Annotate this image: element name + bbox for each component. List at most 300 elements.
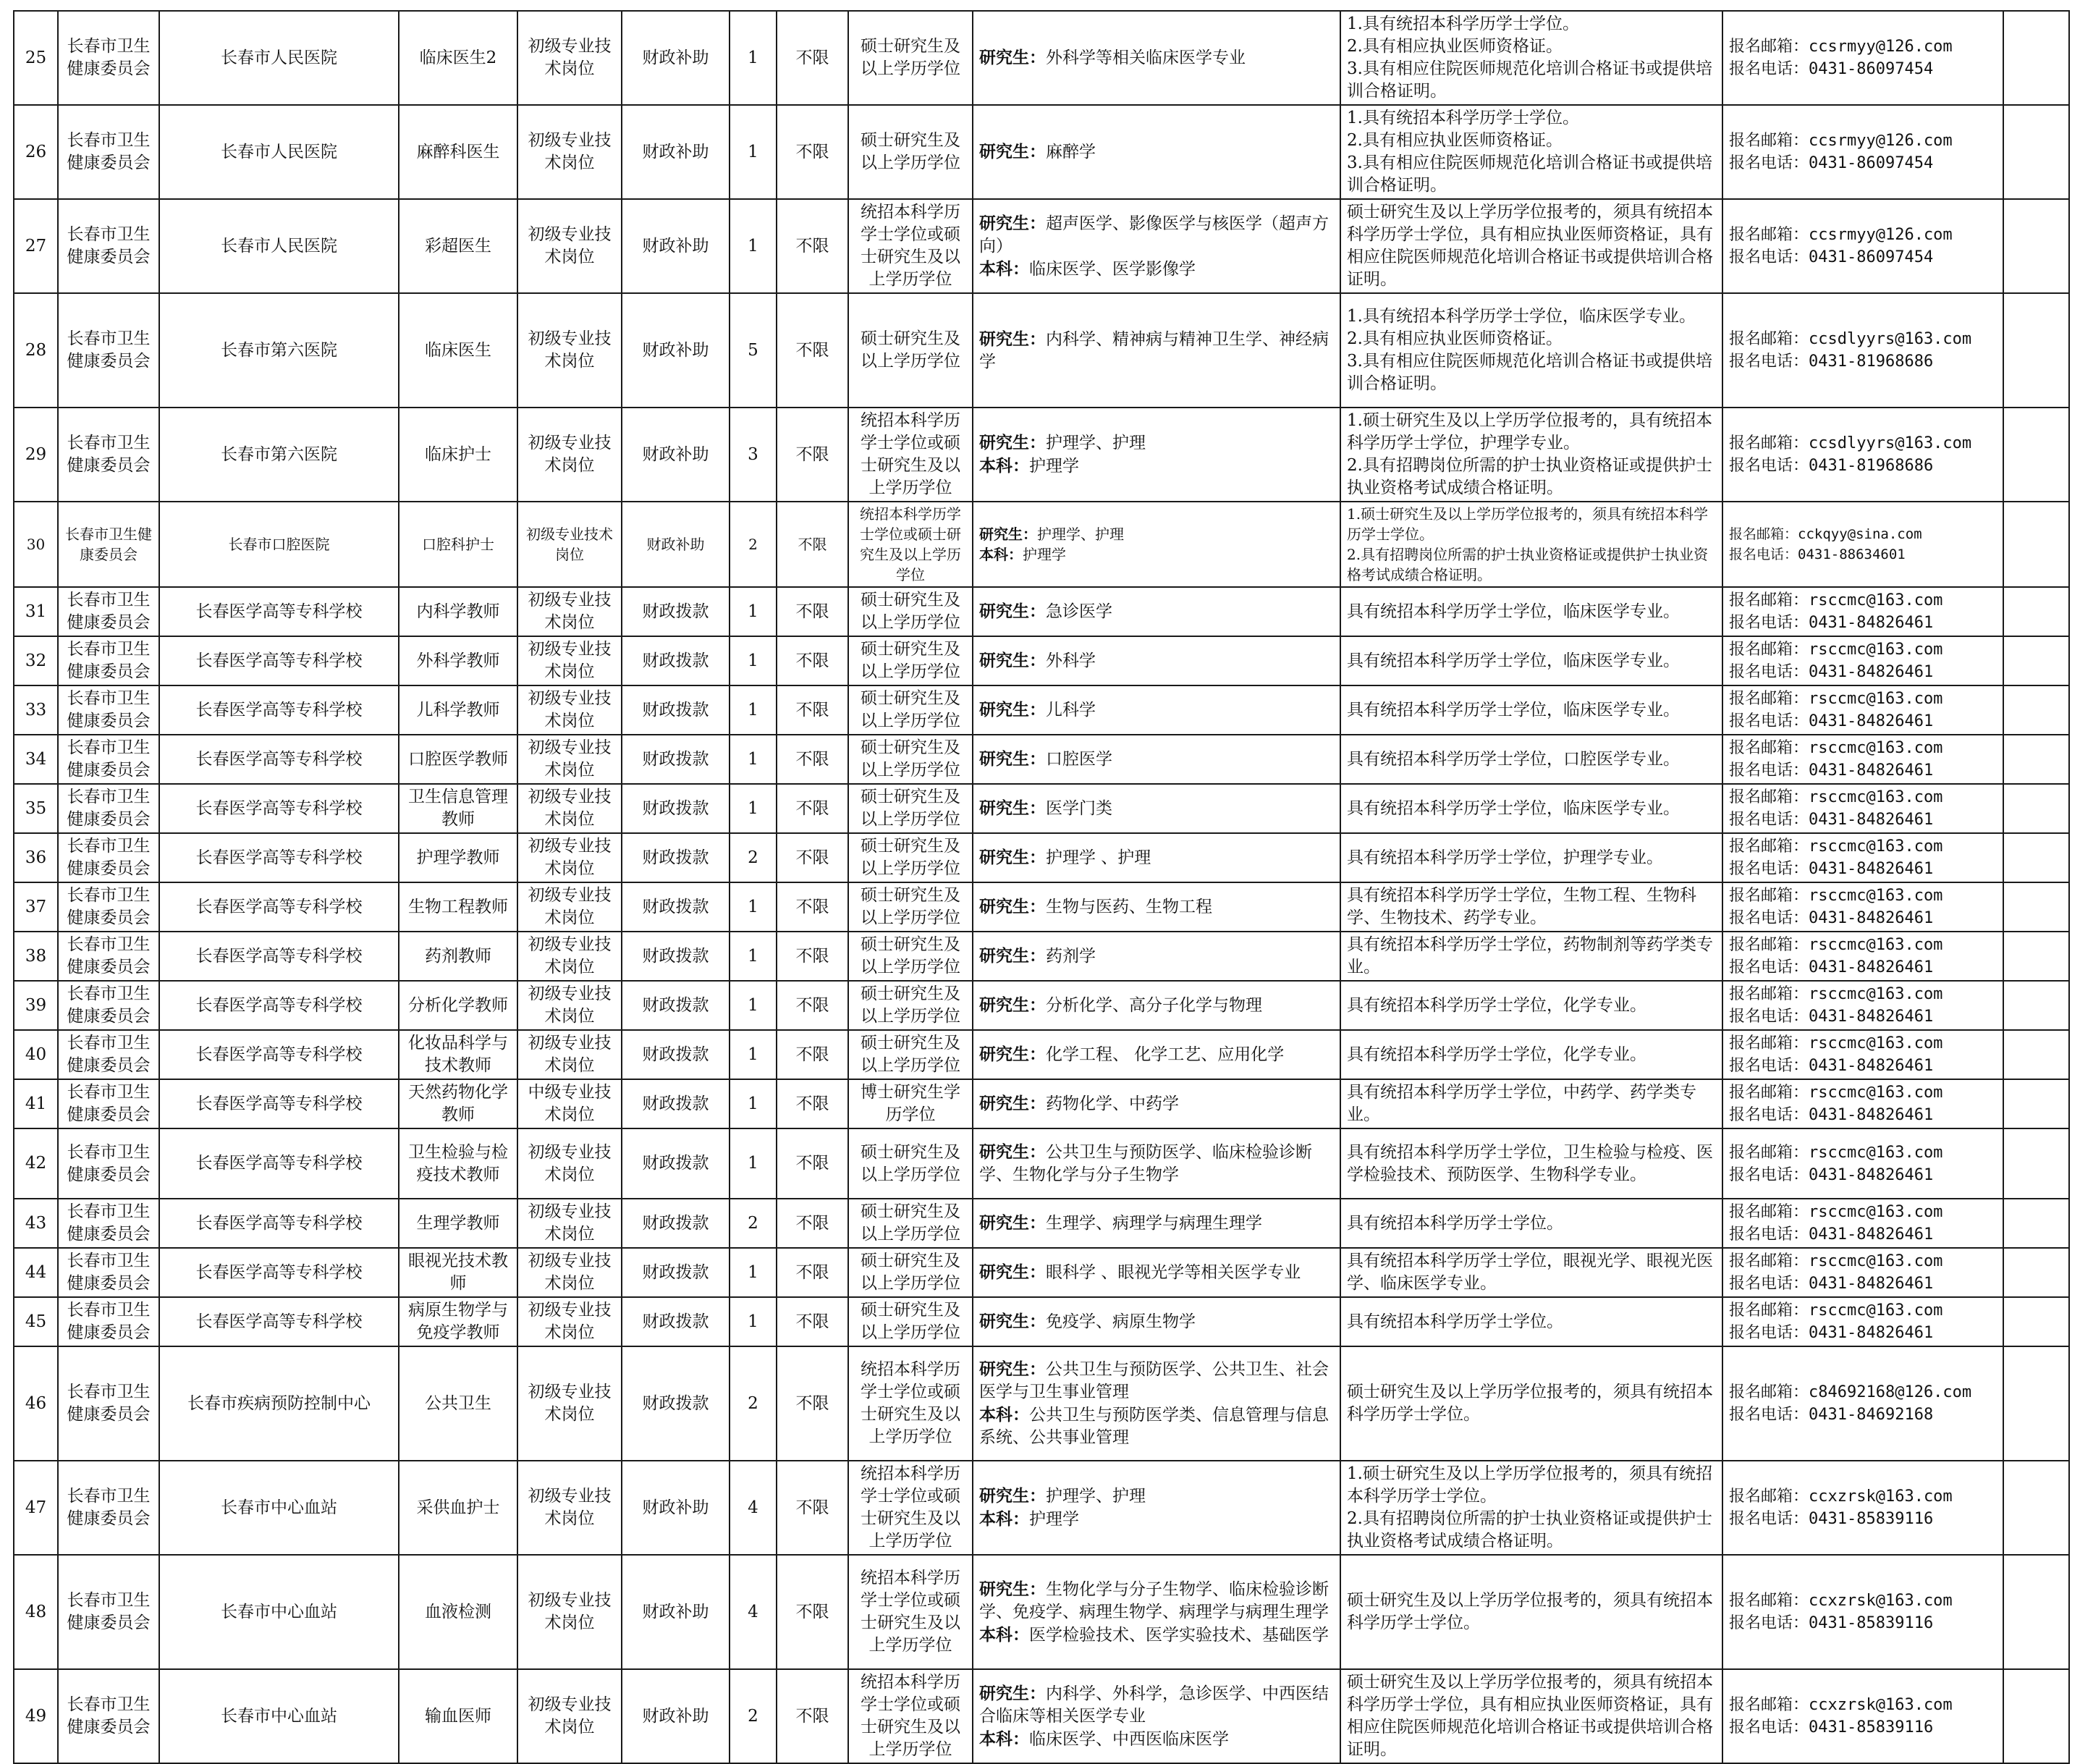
table-row: [14, 1199, 2069, 1248]
major-list: 公共卫生与预防医学类、信息管理与信息系统、公共事业管理: [979, 1406, 1329, 1447]
remarks-cell: [2003, 1555, 2069, 1669]
remarks-cell: [2003, 1248, 2069, 1297]
restriction-cell: 不限: [777, 1669, 848, 1763]
contact-cell: 报名邮箱：ccsdlyyrs@163.com 报名电话：0431-81968686: [1722, 293, 2003, 408]
education-cell: 硕士研究生及以上学历学位: [848, 833, 973, 882]
major-line: [979, 1310, 1334, 1333]
requirements-cell: 具有统招本科学历学士学位，化学专业。: [1340, 981, 1722, 1030]
major-list: 护理学、护理: [1046, 1487, 1146, 1506]
education-cell: 硕士研究生及以上学历学位: [848, 636, 973, 685]
major-list: 护理学: [1023, 546, 1066, 563]
funding-cell: 财政补助: [622, 1555, 730, 1669]
major-level-label: 研究生：: [979, 995, 1046, 1015]
table-row: [14, 882, 2069, 932]
row-number: 30: [14, 502, 58, 587]
contact-cell: 报名邮箱：rsccmc@163.com 报名电话：0431-84826461: [1722, 1128, 2003, 1199]
table-row: [14, 735, 2069, 784]
major-list: 眼科学 、眼视光学等相关医学专业: [1046, 1263, 1301, 1282]
remarks-cell: [2003, 685, 2069, 735]
funding-cell: 财政拨款: [622, 685, 730, 735]
unit-cell: 长春市人民医院: [159, 105, 399, 199]
headcount-cell: 1: [730, 932, 777, 981]
post-type-cell: 初级专业技术岗位: [517, 833, 622, 882]
education-cell: 硕士研究生及以上学历学位: [848, 1128, 973, 1199]
department-cell: 长春市卫生健康委员会: [58, 408, 159, 502]
major-list: 生物化学与分子生物学、临床检验诊断学、免疫学、病理生物学、病理学与病理生理学: [979, 1579, 1329, 1621]
unit-cell: 长春医学高等专科学校: [159, 882, 399, 932]
headcount-cell: 1: [730, 784, 777, 833]
post-name-cell: 麻醉科医生: [399, 105, 517, 199]
post-type-cell: 初级专业技术岗位: [517, 784, 622, 833]
contact-cell: 报名邮箱：rsccmc@163.com 报名电话：0431-84826461: [1722, 1199, 2003, 1248]
contact-cell: 报名邮箱：ccsrmyy@126.com 报名电话：0431-86097454: [1722, 105, 2003, 199]
restriction-cell: 不限: [777, 1128, 848, 1199]
major-list: 药物化学、中药学: [1046, 1094, 1179, 1113]
majors-cell: [973, 11, 1340, 105]
row-number: 29: [14, 408, 58, 502]
requirements-cell: 1.具有统招本科学历学士学位。 2.具有相应执业医师资格证。 3.具有相应住院医师规范化培训合格证书或提供培训合格证明。: [1340, 105, 1722, 199]
restriction-cell: 不限: [777, 735, 848, 784]
education-cell: 硕士研究生及以上学历学位: [848, 882, 973, 932]
post-name-cell: 生物工程教师: [399, 882, 517, 932]
major-line: [979, 945, 1334, 968]
remarks-cell: [2003, 293, 2069, 408]
major-list: 内科学、精神病与精神卫生学、神经病学: [979, 329, 1329, 371]
remarks-cell: [2003, 408, 2069, 502]
major-level-label: 研究生：: [979, 1213, 1046, 1233]
major-level-label: 本科：: [979, 456, 1029, 476]
unit-cell: 长春市人民医院: [159, 11, 399, 105]
post-type-cell: 初级专业技术岗位: [517, 1030, 622, 1079]
major-level-label: 研究生：: [979, 433, 1046, 452]
funding-cell: 财政补助: [622, 105, 730, 199]
funding-cell: 财政补助: [622, 11, 730, 105]
major-line: [979, 1092, 1334, 1115]
row-number: 41: [14, 1079, 58, 1128]
headcount-cell: 4: [730, 1461, 777, 1555]
major-line: [979, 524, 1334, 544]
row-number: 28: [14, 293, 58, 408]
post-type-cell: 初级专业技术岗位: [517, 502, 622, 587]
table-row: [14, 1297, 2069, 1346]
remarks-cell: [2003, 1199, 2069, 1248]
major-line: [979, 1141, 1334, 1186]
education-cell: 硕士研究生及以上学历学位: [848, 105, 973, 199]
remarks-cell: [2003, 502, 2069, 587]
remarks-cell: [2003, 636, 2069, 685]
education-cell: 硕士研究生及以上学历学位: [848, 1297, 973, 1346]
row-number: 48: [14, 1555, 58, 1669]
headcount-cell: 2: [730, 502, 777, 587]
requirements-cell: 1.硕士研究生及以上学历学位报考的，须具有统招本科学历学士学位。 2.具有招聘岗位所需的护士执业资格证或提供护士执业资格考试成绩合格证明。: [1340, 1461, 1722, 1555]
funding-cell: 财政拨款: [622, 1128, 730, 1199]
row-number: 34: [14, 735, 58, 784]
requirements-cell: 具有统招本科学历学士学位，眼视光学、眼视光医学、临床医学专业。: [1340, 1248, 1722, 1297]
department-cell: 长春市卫生健康委员会: [58, 1555, 159, 1669]
major-level-label: 研究生：: [979, 1683, 1046, 1703]
major-line: [979, 1404, 1334, 1449]
major-list: 化学工程、 化学工艺、应用化学: [1046, 1045, 1285, 1064]
major-level-label: 研究生：: [979, 213, 1046, 233]
major-line: [979, 1682, 1334, 1728]
headcount-cell: 2: [730, 1199, 777, 1248]
remarks-cell: [2003, 833, 2069, 882]
unit-cell: 长春医学高等专科学校: [159, 685, 399, 735]
headcount-cell: 1: [730, 636, 777, 685]
row-number: 32: [14, 636, 58, 685]
funding-cell: 财政拨款: [622, 932, 730, 981]
post-name-cell: 采供血护士: [399, 1461, 517, 1555]
education-cell: 统招本科学历学士学位或硕士研究生及以上学历学位: [848, 1669, 973, 1763]
post-type-cell: 初级专业技术岗位: [517, 11, 622, 105]
requirements-cell: 具有统招本科学历学士学位，口腔医学专业。: [1340, 735, 1722, 784]
restriction-cell: 不限: [777, 784, 848, 833]
major-line: [979, 600, 1334, 623]
headcount-cell: 1: [730, 587, 777, 636]
major-line: [979, 1212, 1334, 1235]
department-cell: 长春市卫生健康委员会: [58, 293, 159, 408]
row-number: 47: [14, 1461, 58, 1555]
education-cell: 硕士研究生及以上学历学位: [848, 1030, 973, 1079]
remarks-cell: [2003, 1669, 2069, 1763]
department-cell: 长春市卫生健康委员会: [58, 1669, 159, 1763]
table-row: [14, 1030, 2069, 1079]
headcount-cell: 1: [730, 1128, 777, 1199]
major-list: 儿科学: [1046, 701, 1096, 719]
funding-cell: 财政补助: [622, 293, 730, 408]
headcount-cell: 1: [730, 1030, 777, 1079]
headcount-cell: 2: [730, 1669, 777, 1763]
post-name-cell: 口腔科护士: [399, 502, 517, 587]
requirements-cell: 1.具有统招本科学历学士学位。 2.具有相应执业医师资格证。 3.具有相应住院医师规范化培训合格证书或提供培训合格证明。: [1340, 11, 1722, 105]
table-body: [14, 11, 2069, 1763]
major-list: 公共卫生与预防医学、临床检验诊断学、生物化学与分子生物学: [979, 1143, 1312, 1184]
majors-cell: [973, 882, 1340, 932]
headcount-cell: 1: [730, 1079, 777, 1128]
restriction-cell: 不限: [777, 587, 848, 636]
table-row: [14, 1079, 2069, 1128]
row-number: 37: [14, 882, 58, 932]
restriction-cell: 不限: [777, 11, 848, 105]
table-row: [14, 1128, 2069, 1199]
requirements-cell: 1.具有统招本科学历学士学位，临床医学专业。 2.具有相应执业医师资格证。 3.具有相应住院医师规范化培训合格证书或提供培训合格证明。: [1340, 293, 1722, 408]
restriction-cell: 不限: [777, 1555, 848, 1669]
remarks-cell: [2003, 735, 2069, 784]
contact-cell: 报名邮箱：ccxzrsk@163.com 报名电话：0431-85839116: [1722, 1555, 2003, 1669]
unit-cell: 长春医学高等专科学校: [159, 1079, 399, 1128]
post-name-cell: 临床医生: [399, 293, 517, 408]
row-number: 44: [14, 1248, 58, 1297]
major-line: [979, 431, 1334, 455]
majors-cell: [973, 1346, 1340, 1461]
restriction-cell: 不限: [777, 1461, 848, 1555]
major-list: 口腔医学: [1046, 750, 1112, 769]
remarks-cell: [2003, 1030, 2069, 1079]
post-type-cell: 初级专业技术岗位: [517, 293, 622, 408]
post-type-cell: 初级专业技术岗位: [517, 105, 622, 199]
remarks-cell: [2003, 932, 2069, 981]
table-row: [14, 1346, 2069, 1461]
post-name-cell: 临床医生2: [399, 11, 517, 105]
post-type-cell: 初级专业技术岗位: [517, 1555, 622, 1669]
major-line: [979, 544, 1334, 565]
major-list: 内科学、外科学，急诊医学、中西医结合临床等相关医学专业: [979, 1684, 1329, 1726]
requirements-cell: 具有统招本科学历学士学位，中药学、药学类专业。: [1340, 1079, 1722, 1128]
department-cell: 长春市卫生健康委员会: [58, 199, 159, 293]
post-type-cell: 初级专业技术岗位: [517, 1297, 622, 1346]
department-cell: 长春市卫生健康委员会: [58, 502, 159, 587]
row-number: 36: [14, 833, 58, 882]
majors-cell: [973, 1128, 1340, 1199]
restriction-cell: 不限: [777, 1030, 848, 1079]
requirements-cell: 具有统招本科学历学士学位，化学专业。: [1340, 1030, 1722, 1079]
major-level-label: 研究生：: [979, 1359, 1046, 1379]
contact-cell: 报名邮箱：cckqyy@sina.com 报名电话：0431-88634601: [1722, 502, 2003, 587]
major-line: [979, 699, 1334, 722]
table-row: [14, 833, 2069, 882]
post-name-cell: 卫生检验与检疫技术教师: [399, 1128, 517, 1199]
major-line: [979, 1578, 1334, 1624]
post-name-cell: 药剂教师: [399, 932, 517, 981]
education-cell: 统招本科学历学士学位或硕士研究生及以上学历学位: [848, 1461, 973, 1555]
requirements-cell: 具有统招本科学历学士学位。: [1340, 1297, 1722, 1346]
contact-cell: 报名邮箱：ccsdlyyrs@163.com 报名电话：0431-81968686: [1722, 408, 2003, 502]
restriction-cell: 不限: [777, 636, 848, 685]
major-list: 医学门类: [1046, 799, 1112, 818]
major-line: [979, 1485, 1334, 1508]
requirements-cell: 硕士研究生及以上学历学位报考的，须具有统招本科学历学士学位。: [1340, 1346, 1722, 1461]
headcount-cell: 1: [730, 981, 777, 1030]
unit-cell: 长春市口腔医院: [159, 502, 399, 587]
post-name-cell: 生理学教师: [399, 1199, 517, 1248]
major-level-label: 研究生：: [979, 749, 1046, 769]
major-line: [979, 1508, 1334, 1531]
post-name-cell: 内科学教师: [399, 587, 517, 636]
major-line: [979, 994, 1334, 1017]
row-number: 46: [14, 1346, 58, 1461]
funding-cell: 财政补助: [622, 199, 730, 293]
post-type-cell: 初级专业技术岗位: [517, 1461, 622, 1555]
requirements-cell: 硕士研究生及以上学历学位报考的，须具有统招本科学历学士学位，具有相应执业医师资格证，具有相应住院医师规范化培训合格证书或提供培训合格证明。: [1340, 1669, 1722, 1763]
major-list: 外科学: [1046, 651, 1096, 670]
funding-cell: 财政拨款: [622, 833, 730, 882]
majors-cell: [973, 1669, 1340, 1763]
funding-cell: 财政拨款: [622, 587, 730, 636]
majors-cell: [973, 784, 1340, 833]
majors-cell: [973, 833, 1340, 882]
major-list: 急诊医学: [1046, 602, 1112, 621]
table-row: [14, 1669, 2069, 1763]
department-cell: 长春市卫生健康委员会: [58, 1199, 159, 1248]
unit-cell: 长春医学高等专科学校: [159, 735, 399, 784]
education-cell: 硕士研究生及以上学历学位: [848, 784, 973, 833]
department-cell: 长春市卫生健康委员会: [58, 685, 159, 735]
major-line: [979, 846, 1334, 869]
contact-cell: 报名邮箱：rsccmc@163.com 报名电话：0431-84826461: [1722, 882, 2003, 932]
major-line: [979, 1728, 1334, 1751]
major-level-label: 研究生：: [979, 1312, 1046, 1331]
major-line: [979, 1043, 1334, 1066]
post-name-cell: 分析化学教师: [399, 981, 517, 1030]
majors-cell: [973, 932, 1340, 981]
headcount-cell: 2: [730, 1346, 777, 1461]
restriction-cell: 不限: [777, 1079, 848, 1128]
post-type-cell: 初级专业技术岗位: [517, 1128, 622, 1199]
contact-cell: 报名邮箱：rsccmc@163.com 报名电话：0431-84826461: [1722, 685, 2003, 735]
table-row: [14, 981, 2069, 1030]
major-line: [979, 1261, 1334, 1284]
restriction-cell: 不限: [777, 1297, 848, 1346]
major-level-label: 研究生：: [979, 526, 1037, 543]
contact-cell: 报名邮箱：rsccmc@163.com 报名电话：0431-84826461: [1722, 784, 2003, 833]
remarks-cell: [2003, 981, 2069, 1030]
remarks-cell: [2003, 587, 2069, 636]
restriction-cell: 不限: [777, 199, 848, 293]
education-cell: 硕士研究生及以上学历学位: [848, 11, 973, 105]
contact-cell: 报名邮箱：ccsrmyy@126.com 报名电话：0431-86097454: [1722, 199, 2003, 293]
table-row: [14, 587, 2069, 636]
post-type-cell: 初级专业技术岗位: [517, 587, 622, 636]
row-number: 27: [14, 199, 58, 293]
funding-cell: 财政补助: [622, 1461, 730, 1555]
restriction-cell: 不限: [777, 932, 848, 981]
department-cell: 长春市卫生健康委员会: [58, 11, 159, 105]
requirements-cell: 具有统招本科学历学士学位，临床医学专业。: [1340, 587, 1722, 636]
requirements-cell: 具有统招本科学历学士学位，临床医学专业。: [1340, 636, 1722, 685]
contact-cell: 报名邮箱：rsccmc@163.com 报名电话：0431-84826461: [1722, 1297, 2003, 1346]
major-list: 超声医学、影像医学与核医学（超声方向）: [979, 214, 1329, 256]
post-type-cell: 初级专业技术岗位: [517, 981, 622, 1030]
majors-cell: [973, 1079, 1340, 1128]
major-level-label: 研究生：: [979, 798, 1046, 818]
majors-cell: [973, 1555, 1340, 1669]
department-cell: 长春市卫生健康委员会: [58, 932, 159, 981]
major-line: [979, 46, 1334, 69]
row-number: 33: [14, 685, 58, 735]
major-line: [979, 212, 1334, 258]
restriction-cell: 不限: [777, 833, 848, 882]
post-type-cell: 初级专业技术岗位: [517, 1248, 622, 1297]
major-line: [979, 1358, 1334, 1404]
major-list: 分析化学、高分子化学与物理: [1046, 996, 1262, 1015]
major-level-label: 研究生：: [979, 946, 1046, 966]
major-line: [979, 748, 1334, 771]
major-list: 护理学、护理: [1046, 434, 1146, 452]
unit-cell: 长春市中心血站: [159, 1669, 399, 1763]
major-line: [979, 1624, 1334, 1647]
table-row: [14, 1248, 2069, 1297]
funding-cell: 财政补助: [622, 408, 730, 502]
department-cell: 长春市卫生健康委员会: [58, 1248, 159, 1297]
requirements-cell: 具有统招本科学历学士学位，临床医学专业。: [1340, 685, 1722, 735]
major-level-label: 研究生：: [979, 329, 1046, 349]
unit-cell: 长春医学高等专科学校: [159, 981, 399, 1030]
majors-cell: [973, 587, 1340, 636]
table-row: [14, 636, 2069, 685]
post-type-cell: 初级专业技术岗位: [517, 735, 622, 784]
education-cell: 硕士研究生及以上学历学位: [848, 293, 973, 408]
requirements-cell: 具有统招本科学历学士学位，护理学专业。: [1340, 833, 1722, 882]
major-list: 临床医学、中西医临床医学: [1029, 1729, 1229, 1749]
table-row: [14, 199, 2069, 293]
major-list: 公共卫生与预防医学、公共卫生、社会医学与卫生事业管理: [979, 1360, 1329, 1401]
post-name-cell: 护理学教师: [399, 833, 517, 882]
remarks-cell: [2003, 1128, 2069, 1199]
funding-cell: 财政拨款: [622, 1346, 730, 1461]
majors-cell: [973, 981, 1340, 1030]
majors-cell: [973, 735, 1340, 784]
unit-cell: 长春医学高等专科学校: [159, 932, 399, 981]
remarks-cell: [2003, 105, 2069, 199]
unit-cell: 长春市中心血站: [159, 1461, 399, 1555]
department-cell: 长春市卫生健康委员会: [58, 1079, 159, 1128]
education-cell: 硕士研究生及以上学历学位: [848, 981, 973, 1030]
major-list: 护理学: [1029, 457, 1079, 476]
post-type-cell: 初级专业技术岗位: [517, 636, 622, 685]
post-type-cell: 初级专业技术岗位: [517, 408, 622, 502]
majors-cell: [973, 1297, 1340, 1346]
headcount-cell: 4: [730, 1555, 777, 1669]
restriction-cell: 不限: [777, 882, 848, 932]
education-cell: 硕士研究生及以上学历学位: [848, 735, 973, 784]
unit-cell: 长春医学高等专科学校: [159, 784, 399, 833]
row-number: 45: [14, 1297, 58, 1346]
headcount-cell: 1: [730, 105, 777, 199]
unit-cell: 长春市第六医院: [159, 408, 399, 502]
majors-cell: [973, 1030, 1340, 1079]
education-cell: 硕士研究生及以上学历学位: [848, 932, 973, 981]
post-name-cell: 彩超医生: [399, 199, 517, 293]
row-number: 35: [14, 784, 58, 833]
major-list: 护理学、护理: [1037, 526, 1124, 543]
contact-cell: 报名邮箱：rsccmc@163.com 报名电话：0431-84826461: [1722, 1079, 2003, 1128]
table-row: [14, 685, 2069, 735]
contact-cell: 报名邮箱：rsccmc@163.com 报名电话：0431-84826461: [1722, 1248, 2003, 1297]
remarks-cell: [2003, 784, 2069, 833]
major-list: 药剂学: [1046, 947, 1096, 966]
table-row: [14, 784, 2069, 833]
headcount-cell: 1: [730, 11, 777, 105]
contact-cell: 报名邮箱：ccxzrsk@163.com 报名电话：0431-85839116: [1722, 1669, 2003, 1763]
requirements-cell: 具有统招本科学历学士学位，药物制剂等药学类专业。: [1340, 932, 1722, 981]
education-cell: 硕士研究生及以上学历学位: [848, 587, 973, 636]
row-number: 38: [14, 932, 58, 981]
post-name-cell: 公共卫生: [399, 1346, 517, 1461]
funding-cell: 财政拨款: [622, 1248, 730, 1297]
funding-cell: 财政补助: [622, 502, 730, 587]
major-level-label: 研究生：: [979, 848, 1046, 867]
education-cell: 统招本科学历学士学位或硕士研究生及以上学历学位: [848, 502, 973, 587]
post-name-cell: 临床护士: [399, 408, 517, 502]
requirements-cell: 具有统招本科学历学士学位。: [1340, 1199, 1722, 1248]
education-cell: 博士研究生学历学位: [848, 1079, 973, 1128]
major-list: 临床医学、医学影像学: [1029, 259, 1196, 279]
post-name-cell: 卫生信息管理教师: [399, 784, 517, 833]
row-number: 42: [14, 1128, 58, 1199]
restriction-cell: 不限: [777, 293, 848, 408]
row-number: 49: [14, 1669, 58, 1763]
funding-cell: 财政拨款: [622, 636, 730, 685]
majors-cell: [973, 408, 1340, 502]
major-level-label: 研究生：: [979, 602, 1046, 621]
major-line: [979, 140, 1334, 164]
unit-cell: 长春医学高等专科学校: [159, 636, 399, 685]
post-name-cell: 化妆品科学与技术教师: [399, 1030, 517, 1079]
requirements-cell: 1.硕士研究生及以上学历学位报考的，须具有统招本科学历学士学位。 2.具有招聘岗位所需的护士执业资格证或提供护士执业资格考试成绩合格证明。: [1340, 502, 1722, 587]
department-cell: 长春市卫生健康委员会: [58, 636, 159, 685]
unit-cell: 长春医学高等专科学校: [159, 1248, 399, 1297]
post-type-cell: 初级专业技术岗位: [517, 1669, 622, 1763]
